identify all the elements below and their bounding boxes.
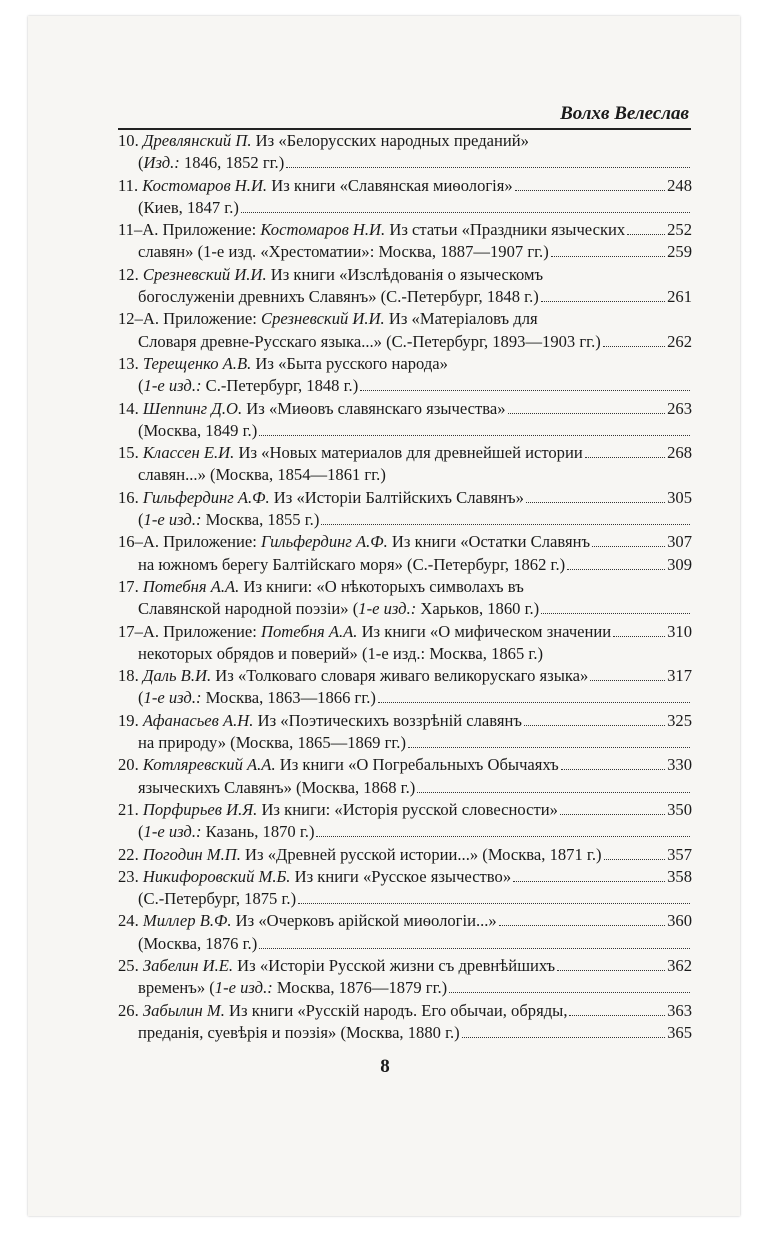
toc-text: ( xyxy=(138,376,144,396)
leader-dots xyxy=(569,1014,665,1016)
toc-line xyxy=(118,710,692,732)
running-header xyxy=(118,98,691,130)
toc-line xyxy=(118,531,692,553)
toc-text: Из книги: «Исторія русской словесности» xyxy=(257,799,558,819)
toc-text: 18. xyxy=(118,666,143,686)
toc-text: 23. xyxy=(118,866,143,886)
toc-line xyxy=(118,732,692,754)
toc-entry-text xyxy=(138,554,565,576)
toc-entry-text xyxy=(138,331,601,353)
toc-text: Из книги «О Погребальныхъ Обычаяхъ xyxy=(275,755,559,775)
toc-text: Из статьи «Праздники языческих xyxy=(385,220,626,240)
toc-page-number: 268 xyxy=(667,443,692,463)
toc-author: Гильфердинг А.Ф. xyxy=(261,532,388,552)
leader-dots xyxy=(241,211,690,213)
toc-author: Костомаров Н.И. xyxy=(142,175,268,195)
leader-dots xyxy=(560,813,665,815)
toc-text: 11–А. Приложение: xyxy=(118,220,261,240)
toc-line xyxy=(118,219,692,241)
toc-line xyxy=(118,643,692,665)
toc-page-number: 365 xyxy=(667,1022,692,1042)
toc-text: некоторых обрядов и поверий» (1-е изд.: Москва, 1865 г.) xyxy=(138,643,544,663)
toc-text: Из «Толковаго словаря живаго великорускаго языка» xyxy=(211,666,589,686)
toc-page-number: 248 xyxy=(667,175,692,195)
toc-line xyxy=(118,264,692,286)
toc-text: 15. xyxy=(118,443,143,463)
toc-line xyxy=(118,308,692,330)
toc-line xyxy=(118,866,692,888)
toc-text: 12–А. Приложение: xyxy=(118,309,261,329)
toc-page-number: 309 xyxy=(667,554,692,574)
leader-dots xyxy=(557,969,665,971)
toc-entry-text xyxy=(118,175,513,197)
toc-text: Из «Новых материалов для древнейшей истории xyxy=(234,443,583,463)
toc-text: Из «Исторіи Русской жизни съ древнѣйшихъ xyxy=(233,955,556,975)
toc-line xyxy=(118,487,692,509)
toc-text: С.-Петербург, 1848 г.) xyxy=(201,376,359,396)
toc-line xyxy=(118,888,692,910)
leader-dots xyxy=(627,233,665,235)
toc-page-number: 305 xyxy=(667,487,692,507)
toc-page-number: 363 xyxy=(667,1000,692,1020)
toc-entry-text xyxy=(138,197,239,219)
toc-line xyxy=(118,955,692,977)
toc-author: Потебня А.А. xyxy=(261,621,358,641)
table-of-contents xyxy=(118,130,692,1044)
toc-author: Шеппинг Д.О. xyxy=(142,398,243,418)
leader-dots xyxy=(603,345,665,347)
leader-dots xyxy=(408,746,690,748)
toc-text: (Киев, 1847 г.) xyxy=(138,197,239,217)
toc-text: Из «Быта русского народа» xyxy=(251,353,448,373)
leader-dots xyxy=(541,612,690,614)
toc-page-number: 307 xyxy=(667,532,692,552)
leader-dots xyxy=(526,501,665,503)
toc-entry-text xyxy=(138,375,358,397)
toc-text: славян» (1-е изд. «Хрестоматии»: Москва, 1887—1907 гг.) xyxy=(138,242,549,262)
toc-line xyxy=(118,331,692,353)
toc-line xyxy=(118,464,692,486)
toc-text: 1846, 1852 гг.) xyxy=(179,153,285,173)
leader-dots xyxy=(316,835,690,837)
toc-line xyxy=(118,375,692,397)
toc-entry-text xyxy=(118,844,602,866)
page-number: 8 xyxy=(380,1056,390,1077)
toc-text: Москва, 1855 г.) xyxy=(201,510,320,530)
toc-text: преданія, суевѣрія и поэзія» (Москва, 1880 г.) xyxy=(138,1022,460,1042)
toc-text: Из книги «Остатки Славянъ xyxy=(387,532,591,552)
leader-dots xyxy=(259,434,690,436)
leader-dots xyxy=(585,456,665,458)
toc-entry-text xyxy=(138,643,543,665)
leader-dots xyxy=(524,724,665,726)
toc-text: Из книги «Русское язычество» xyxy=(290,866,512,886)
toc-author: Даль В.И. xyxy=(142,666,212,686)
toc-entry-text xyxy=(118,665,588,687)
toc-author: Древлянский П. xyxy=(142,131,252,150)
toc-page-number: 357 xyxy=(667,844,692,864)
toc-entry-text xyxy=(138,888,296,910)
toc-text: 12. xyxy=(118,264,143,284)
toc-text: временъ» ( xyxy=(138,978,215,998)
toc-line xyxy=(118,398,692,420)
toc-line xyxy=(118,799,692,821)
toc-author: Забелин И.Е. xyxy=(142,955,234,975)
toc-author: 1-е изд.: xyxy=(143,688,202,708)
toc-author: Котляревский А.А. xyxy=(142,755,276,775)
toc-text: (Москва, 1849 г.) xyxy=(138,420,258,440)
toc-text: Из «Белорусских народных преданий» xyxy=(251,131,529,150)
toc-text: 24. xyxy=(118,911,143,931)
toc-entry-text xyxy=(118,710,522,732)
toc-text: Из книги «Славянская миѳологія» xyxy=(267,175,513,195)
toc-page-number: 261 xyxy=(667,287,692,307)
leader-dots xyxy=(513,880,665,882)
toc-line xyxy=(118,152,692,174)
leader-dots xyxy=(449,991,690,993)
toc-page-number: 310 xyxy=(667,621,692,641)
toc-entry-text xyxy=(118,910,497,932)
toc-author: 1-е изд.: xyxy=(143,376,202,396)
toc-line xyxy=(118,286,692,308)
toc-author: Миллер В.Ф. xyxy=(142,911,232,931)
toc-line xyxy=(118,621,692,643)
leader-dots xyxy=(298,902,690,904)
leader-dots xyxy=(508,412,666,414)
toc-text: ( xyxy=(138,510,144,530)
toc-page-number: 362 xyxy=(667,955,692,975)
toc-text: 14. xyxy=(118,398,143,418)
leader-dots xyxy=(515,189,665,191)
toc-page-number: 259 xyxy=(667,242,692,262)
leader-dots xyxy=(561,768,665,770)
toc-page-number: 330 xyxy=(667,755,692,775)
toc-line xyxy=(118,844,692,866)
header-title: Волхв Велеслав xyxy=(560,103,689,124)
toc-line xyxy=(118,1000,692,1022)
toc-author: Костомаров Н.И. xyxy=(260,220,386,240)
toc-text: Из «Матеріаловъ для xyxy=(384,309,538,329)
toc-text: 17–А. Приложение: xyxy=(118,621,261,641)
toc-line xyxy=(118,821,692,843)
toc-entry-text xyxy=(138,509,319,531)
toc-entry-text xyxy=(118,866,511,888)
toc-entry-text xyxy=(138,1022,460,1044)
toc-author: Изд.: xyxy=(143,153,180,173)
toc-entry-text xyxy=(138,420,257,442)
toc-text: 26. xyxy=(118,1000,143,1020)
toc-text: 19. xyxy=(118,710,143,730)
toc-text: 17. xyxy=(118,576,143,596)
toc-entry-text xyxy=(138,464,386,486)
toc-entry-text xyxy=(118,308,538,330)
leader-dots xyxy=(567,568,665,570)
toc-author: Афанасьев А.Н. xyxy=(142,710,254,730)
toc-line xyxy=(118,420,692,442)
toc-line xyxy=(118,442,692,464)
toc-text: 13. xyxy=(118,353,143,373)
toc-text: 22. xyxy=(118,844,143,864)
toc-entry-text xyxy=(118,264,543,286)
toc-author: 1-е изд.: xyxy=(143,510,202,530)
leader-dots xyxy=(378,701,690,703)
leader-dots xyxy=(592,545,665,547)
leader-dots xyxy=(604,858,666,860)
toc-entry-text xyxy=(138,777,415,799)
toc-entry-text xyxy=(118,955,555,977)
toc-page-number: 325 xyxy=(667,710,692,730)
toc-text: Из «Поэтическихъ воззрѣній славянъ xyxy=(253,710,523,730)
toc-line xyxy=(118,197,692,219)
toc-author: Забылин М. xyxy=(142,1000,225,1020)
toc-line xyxy=(118,554,692,576)
toc-text: Из «Миѳовъ славянскаго язычества» xyxy=(242,398,506,418)
toc-entry-text xyxy=(138,977,447,999)
toc-line xyxy=(118,665,692,687)
toc-line xyxy=(118,175,692,197)
toc-text: на природу» (Москва, 1865—1869 гг.) xyxy=(138,733,406,753)
toc-author: 1-е изд.: xyxy=(358,599,417,619)
toc-line xyxy=(118,777,692,799)
toc-author: 1-е изд.: xyxy=(214,978,273,998)
leader-dots xyxy=(590,679,665,681)
toc-entry-text xyxy=(138,933,257,955)
toc-text: богослуженіи древнихъ Славянъ» (С.-Петербург, 1848 г.) xyxy=(138,287,539,307)
toc-text: Харьков, 1860 г.) xyxy=(416,599,540,619)
toc-text: 11. xyxy=(118,175,143,195)
toc-entry-text xyxy=(138,598,539,620)
toc-text: (С.-Петербург, 1875 г.) xyxy=(138,889,297,909)
toc-text: славян...» (Москва, 1854—1861 гг.) xyxy=(138,465,386,485)
toc-entry-text xyxy=(138,687,376,709)
toc-page-number: 350 xyxy=(667,799,692,819)
toc-line xyxy=(118,130,692,152)
toc-author: Классен Е.И. xyxy=(142,443,235,463)
toc-line xyxy=(118,910,692,932)
toc-entry-text xyxy=(118,531,590,553)
toc-text: Казань, 1870 г.) xyxy=(201,822,315,842)
toc-text: на южномъ берегу Балтійскаго моря» (С.-Петербург, 1862 г.) xyxy=(138,554,566,574)
toc-author: Срезневский И.И. xyxy=(261,309,385,329)
toc-entry-text xyxy=(118,130,529,152)
toc-page-number: 360 xyxy=(667,911,692,931)
toc-entry-text xyxy=(118,621,611,643)
toc-text: (Москва, 1876 г.) xyxy=(138,933,258,953)
toc-author: Погодин М.П. xyxy=(142,844,241,864)
toc-text: 16. xyxy=(118,487,143,507)
toc-line xyxy=(118,598,692,620)
toc-text: Москва, 1876—1879 гг.) xyxy=(272,978,448,998)
leader-dots xyxy=(499,924,665,926)
toc-entry-text xyxy=(118,1000,567,1022)
toc-author: Срезневский И.И. xyxy=(142,264,267,284)
toc-line xyxy=(118,353,692,375)
toc-text: Москва, 1863—1866 гг.) xyxy=(201,688,376,708)
toc-text: Из книги «О мифическом значении xyxy=(357,621,612,641)
toc-line xyxy=(118,687,692,709)
toc-entry-text xyxy=(118,754,559,776)
toc-page-number: 262 xyxy=(667,331,692,351)
toc-text: 20. xyxy=(118,755,143,775)
toc-entry-text xyxy=(118,487,524,509)
toc-author: Порфирьев И.Я. xyxy=(142,799,258,819)
toc-entry-text xyxy=(118,219,625,241)
toc-page-number: 358 xyxy=(667,866,692,886)
toc-entry-text xyxy=(138,821,314,843)
toc-entry-text xyxy=(118,398,506,420)
toc-author: Никифоровский М.Б. xyxy=(142,866,291,886)
toc-text: ( xyxy=(138,153,144,173)
leader-dots xyxy=(360,389,690,391)
toc-text: Славянской народной поэзіи» ( xyxy=(138,599,359,619)
toc-text: Из книги: «О нѣкоторыхъ символахъ въ xyxy=(239,576,524,596)
toc-line xyxy=(118,977,692,999)
toc-line xyxy=(118,1022,692,1044)
toc-text: Из книги «Изслѣдованія о языческомъ xyxy=(266,264,544,284)
toc-text: языческихъ Славянъ» (Москва, 1868 г.) xyxy=(138,777,416,797)
toc-text: 10. xyxy=(118,131,143,150)
toc-text: Из «Исторіи Балтійскихъ Славянъ» xyxy=(269,487,524,507)
toc-entry-text xyxy=(118,442,583,464)
toc-entry-text xyxy=(138,152,284,174)
toc-line xyxy=(118,933,692,955)
leader-dots xyxy=(613,635,665,637)
toc-text: 25. xyxy=(118,955,143,975)
leader-dots xyxy=(462,1036,665,1038)
toc-author: 1-е изд.: xyxy=(143,822,202,842)
toc-text: ( xyxy=(138,822,144,842)
toc-page-number: 317 xyxy=(667,666,692,686)
toc-author: Потебня А.А. xyxy=(142,576,240,596)
toc-author: Гильфердинг А.Ф. xyxy=(142,487,270,507)
toc-text: 21. xyxy=(118,799,143,819)
toc-text: 16–А. Приложение: xyxy=(118,532,261,552)
toc-entry-text xyxy=(138,732,406,754)
toc-author: Терещенко А.В. xyxy=(142,353,252,373)
toc-entry-text xyxy=(118,576,524,598)
toc-text: ( xyxy=(138,688,144,708)
toc-entry-text xyxy=(118,353,448,375)
toc-page-number: 252 xyxy=(667,220,692,240)
toc-line xyxy=(118,754,692,776)
toc-text: Словаря древне-Русскаго языка...» (С.-Петербург, 1893—1903 гг.) xyxy=(138,331,601,351)
toc-page-number: 263 xyxy=(667,398,692,418)
leader-dots xyxy=(417,791,690,793)
toc-line xyxy=(118,241,692,263)
toc-text: Из «Очерковъ арійской миѳологіи...» xyxy=(231,911,497,931)
toc-entry-text xyxy=(138,241,549,263)
leader-dots xyxy=(321,523,690,525)
toc-line xyxy=(118,509,692,531)
toc-text: Из книги «Русскій народъ. Его обычаи, обряды, xyxy=(224,1000,568,1020)
toc-entry-text xyxy=(118,799,558,821)
leader-dots xyxy=(551,255,665,257)
toc-entry-text xyxy=(138,286,539,308)
leader-dots xyxy=(286,166,690,168)
leader-dots xyxy=(259,947,690,949)
toc-text: Из «Древней русской истории...» (Москва, 1871 г.) xyxy=(240,844,602,864)
leader-dots xyxy=(541,300,665,302)
toc-line xyxy=(118,576,692,598)
